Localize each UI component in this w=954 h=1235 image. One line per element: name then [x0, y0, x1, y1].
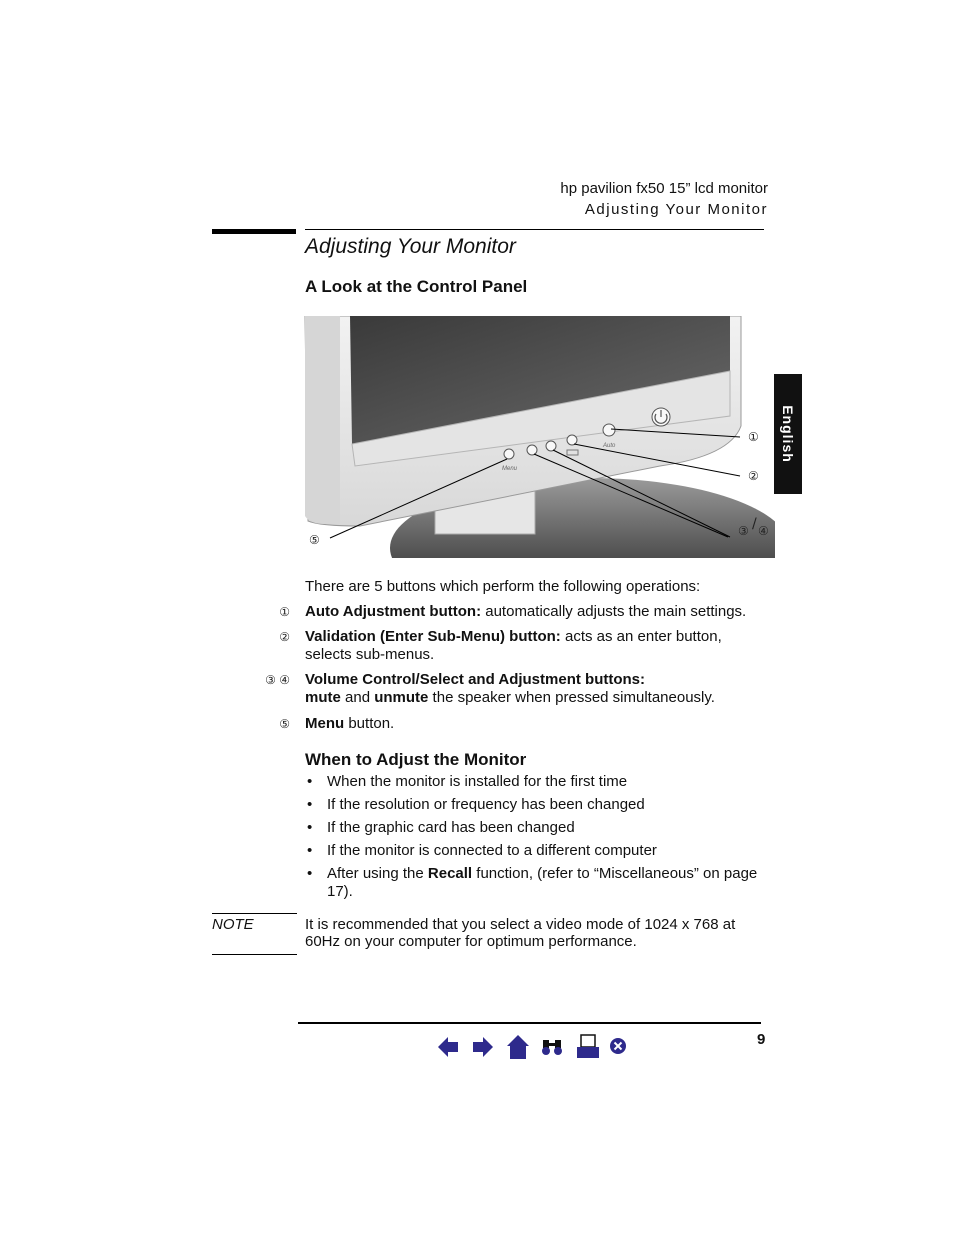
callout-separator: / [752, 516, 757, 532]
item-auto-adjustment [305, 603, 746, 621]
volume-down-button [527, 445, 537, 455]
item-term: Volume Control/Select and Adjustment buttons: [305, 671, 646, 688]
auto-label: Auto [603, 443, 616, 449]
item-desc-cont: selects sub-menus. [305, 646, 435, 663]
callout-5: ⑤ [309, 533, 320, 547]
monitor-control-panel-figure [300, 316, 775, 574]
item-validation [305, 628, 722, 664]
auto-button [603, 424, 615, 436]
menu-button [504, 449, 514, 459]
title-thick-rule [212, 229, 296, 234]
close-icon[interactable] [609, 1037, 627, 1055]
item-term-mute: mute [305, 689, 341, 706]
item-number: ③ ④ [265, 673, 290, 687]
item-desc: automatically adjusts the main settings. [481, 603, 747, 620]
buttons-intro: There are 5 buttons which perform the following operations: [305, 578, 701, 595]
item-desc: acts as an enter button, [560, 628, 722, 645]
title-thin-rule [305, 229, 764, 230]
callout-1: ① [748, 430, 759, 444]
when-to-adjust-heading: When to Adjust the Monitor [305, 750, 527, 769]
volume-up-button [546, 441, 556, 451]
item-menu [305, 715, 394, 733]
page-title: Adjusting Your Monitor [305, 235, 516, 258]
note-text: It is recommended that you select a video mode of 1024 x 768 at 60Hz on your computer for optimum performance. [305, 916, 736, 950]
list-item: • After using the Recall function, (refer to “Miscellaneous” on page 17). [307, 865, 758, 900]
callout-3: ③ [738, 524, 749, 538]
item-number: ① [279, 605, 290, 619]
enter-button [567, 435, 577, 445]
callout-4: ④ [758, 524, 769, 538]
note-label: NOTE [212, 916, 254, 933]
page-number: 9 [757, 1031, 766, 1048]
callout-2: ② [748, 469, 759, 483]
note-top-rule [212, 913, 297, 914]
menu-label: Menu [502, 466, 518, 472]
item-desc-and: and [340, 689, 375, 706]
item-term: Menu [305, 715, 345, 732]
list-item: • If the resolution or frequency has been changed [307, 796, 645, 813]
item-desc: button. [344, 715, 395, 732]
list-item: • If the graphic card has been changed [307, 819, 575, 836]
list-item: • If the monitor is connected to a different computer [307, 842, 657, 859]
item-term: Auto Adjustment button: [305, 603, 482, 620]
home-icon[interactable] [506, 1034, 530, 1060]
item-number: ⑤ [279, 717, 290, 731]
item-volume-control [305, 671, 715, 707]
previous-page-icon[interactable] [437, 1035, 459, 1059]
item-desc: the speaker when pressed simultaneously. [428, 689, 715, 706]
language-tab [774, 374, 802, 494]
running-header-section: Adjusting Your Monitor [584, 201, 768, 218]
language-tab-label: English [780, 405, 796, 463]
running-header-product: hp pavilion fx50 15” lcd monitor [560, 180, 768, 197]
search-binoculars-icon[interactable] [541, 1037, 563, 1057]
next-page-icon[interactable] [472, 1035, 494, 1059]
item-term-unmute: unmute [374, 689, 429, 706]
footer-rule [298, 1022, 761, 1024]
note-bottom-rule [212, 954, 297, 955]
list-item: • When the monitor is installed for the first time [307, 773, 628, 790]
control-panel-heading: A Look at the Control Panel [305, 277, 528, 296]
print-icon[interactable] [576, 1034, 600, 1059]
item-number: ② [279, 630, 290, 644]
bezel-left-edge [305, 316, 340, 524]
when-to-adjust-list [305, 773, 775, 906]
item-term: Validation (Enter Sub-Menu) button: [305, 628, 561, 645]
